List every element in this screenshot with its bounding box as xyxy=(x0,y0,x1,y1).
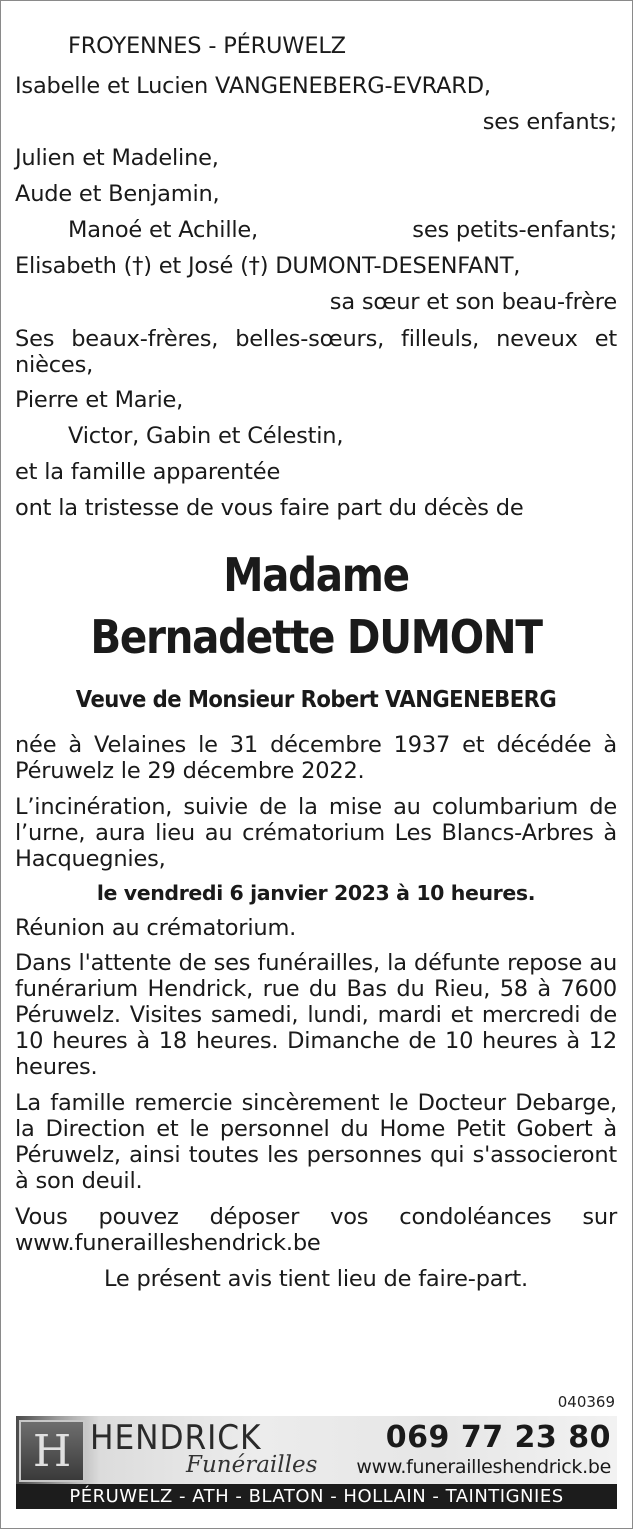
family-pierre-marie: Pierre et Marie, xyxy=(15,387,184,413)
family-relatives: et la famille apparentée xyxy=(15,459,281,485)
website-link[interactable]: www.funerailleshendrick.be xyxy=(356,1456,611,1478)
condolences-text: Vous pouvez déposer vos condoléances sur www.funerailleshendrick.be xyxy=(15,1204,617,1256)
hendrick-logo-icon xyxy=(19,1420,85,1482)
birth-death-text: née à Velaines le 31 décembre 1937 et décédée à Péruwelz le 29 décembre 2022. xyxy=(15,732,617,784)
header-location: FROYENNES - PÉRUWELZ xyxy=(68,33,346,59)
family-great-grandchildren-row xyxy=(15,212,617,248)
cremation-text: L’incinération, suivie de la mise au columbarium de l’urne, aura lieu au crématorium Les Blancs-Arbres à Hacquegnies, xyxy=(15,794,617,872)
family-grandchild-couple-2: Aude et Benjamin, xyxy=(15,181,220,207)
obituary-content xyxy=(15,28,617,1294)
thanks-text: La famille remercie sincèrement le Docteur Debarge, la Direction et le personnel du Home Petit Gobert à Péruwelz, ainsi toutes les personnes qui s'associeront à son deuil. xyxy=(15,1090,617,1194)
towns-bar: PÉRUWELZ - ATH - BLATON - HOLLAIN - TAINTIGNIES xyxy=(16,1484,617,1509)
reference-number: 040369 xyxy=(557,1393,615,1411)
family-children: Isabelle et Lucien VANGENEBERG-EVRARD, xyxy=(15,73,491,99)
family-sister: Elisabeth (†) et José (†) DUMONT-DESENFANT, xyxy=(15,253,521,279)
deceased-widow-of: Veuve de Monsieur Robert VANGENEBERG xyxy=(75,687,557,713)
family-children-of-pierre: Victor, Gabin et Célestin, xyxy=(68,423,344,449)
family-sister-role: sa sœur et son beau-frère xyxy=(329,289,617,315)
deceased-title: Madame xyxy=(223,548,409,602)
ceremony-date: le vendredi 6 janvier 2023 à 10 heures. xyxy=(96,881,536,905)
deceased-name-block xyxy=(15,544,617,668)
notice-text: Le présent avis tient lieu de faire-part. xyxy=(103,1266,528,1292)
family-grandchildren-role: ses petits-enfants; xyxy=(412,217,617,243)
family-children-role: ses enfants; xyxy=(482,109,617,135)
phone-number: 069 77 23 80 xyxy=(385,1420,611,1455)
family-extended: Ses beaux-frères, belles-sœurs, filleuls, neveux et nièces, xyxy=(15,326,617,378)
brand-name: HENDRICK xyxy=(90,1418,262,1458)
logo-letter: H xyxy=(32,1425,72,1477)
meeting-text: Réunion au crématorium. xyxy=(15,915,297,941)
rest-text: Dans l'attente de ses funérailles, la défunte repose au funérarium Hendrick, rue du Bas du Rieu, 58 à 7600 Péruwelz. Visites samedi, lundi, mardi et mercredi de 10 heures à 18 heures. Dimanche de 10 heures à 12 heures. xyxy=(15,950,617,1080)
announcement-text: ont la tristesse de vous faire part du décès de xyxy=(15,495,524,521)
funeral-home-banner xyxy=(16,1416,617,1509)
family-grandchild-couple-1: Julien et Madeline, xyxy=(15,145,219,171)
family-great-grandchildren: Manoé et Achille, xyxy=(68,217,259,243)
deceased-name: Bernadette DUMONT xyxy=(90,610,542,664)
brand-tagline: Funérailles xyxy=(186,1452,318,1478)
